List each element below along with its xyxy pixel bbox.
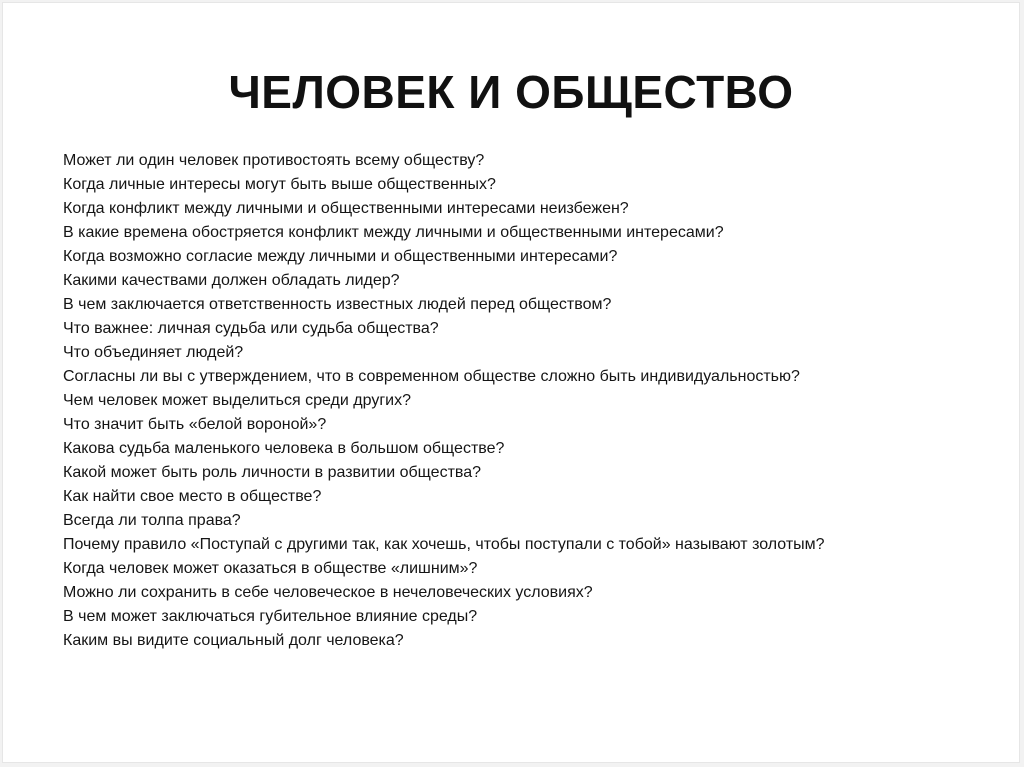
question-item: Почему правило «Поступай с другими так, как хочешь, чтобы поступали с тобой» называют золотым?: [63, 536, 825, 553]
question-item: Каким вы видите социальный долг человека?: [63, 632, 404, 649]
question-item: Когда человек может оказаться в обществе «лишним»?: [63, 560, 478, 577]
question-item: Может ли один человек противостоять всему обществу?: [63, 152, 485, 169]
slide-title: ЧЕЛОВЕК И ОБЩЕСТВО: [228, 66, 794, 118]
question-item: Когда личные интересы могут быть выше общественных?: [63, 176, 496, 193]
question-item: Чем человек может выделиться среди других?: [63, 392, 411, 409]
question-item: Когда конфликт между личными и общественными интересами неизбежен?: [63, 200, 629, 217]
question-item: Согласны ли вы с утверждением, что в современном обществе сложно быть индивидуальностью?: [63, 368, 800, 385]
slide: [2, 2, 1020, 763]
question-item: Что важнее: личная судьба или судьба общества?: [63, 320, 439, 337]
question-item: Когда возможно согласие между личными и общественными интересами?: [63, 248, 618, 265]
question-item: Какова судьба маленького человека в большом обществе?: [63, 440, 505, 457]
question-item: В чем может заключаться губительное влияние среды?: [63, 608, 478, 625]
question-item: Всегда ли толпа права?: [63, 512, 241, 529]
question-list: [63, 149, 963, 653]
question-item: Как найти свое место в обществе?: [63, 488, 322, 505]
question-item: Что значит быть «белой вороной»?: [63, 416, 327, 433]
question-item: Что объединяет людей?: [63, 344, 244, 361]
question-item: В чем заключается ответственность известных людей перед обществом?: [63, 296, 612, 313]
question-item: В какие времена обостряется конфликт между личными и общественными интересами?: [63, 224, 724, 241]
question-item: Какими качествами должен обладать лидер?: [63, 272, 400, 289]
question-item: Можно ли сохранить в себе человеческое в нечеловеческих условиях?: [63, 584, 593, 601]
question-item: Какой может быть роль личности в развитии общества?: [63, 464, 482, 481]
